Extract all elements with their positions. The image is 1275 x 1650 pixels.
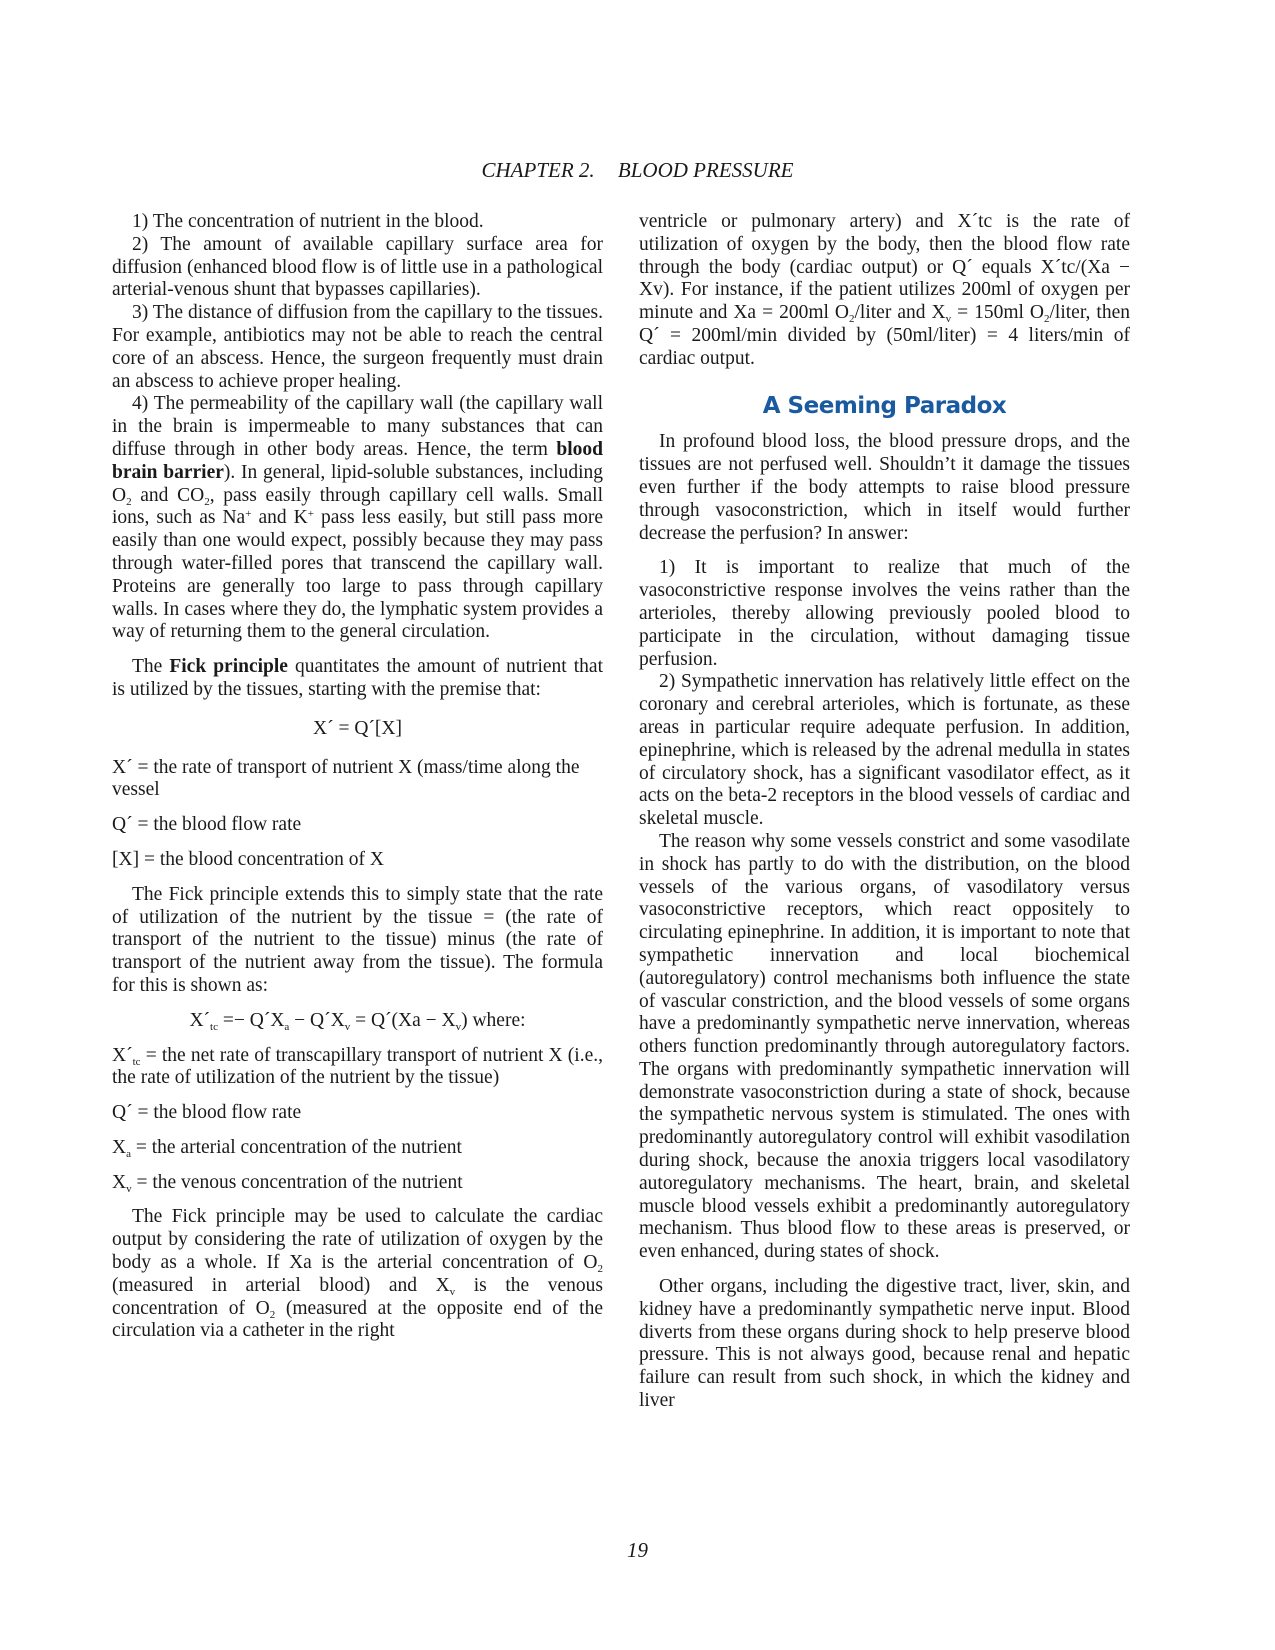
- paragraph: The Fick principle quantitates the amount of nutrient that is utilized by the tissues, starting with the premise that:: [112, 656, 603, 700]
- paragraph: 4) The permeability of the capillary wall (the capillary wall in the brain is impermeable to many substances that can diffuse through in other body areas. Hence, the term blood brain barrier). In general, lipid-soluble substances, including $O_2$ and $CO_2$, pass easily through capillary cell walls. Small ions, such as Na+ and K+ pass less easily, but still pass more easily than one would expect, possibly because they may pass through water-filled pores that transcend the capillary wall. Proteins are generally too large to pass through capillary walls. In cases where they do, the lymphatic system provides a way of returning them to the general circulation.: [112, 393, 604, 643]
- definition: X´ = the rate of transport of nutrient X (mass/time along the vessel: [112, 756, 580, 801]
- definition: $X_a$ = the arterial concentration of the nutrient: [112, 1136, 462, 1160]
- paragraph: The reason why some vessels constrict and some vasodilate in shock has partly to do with the distribution, on the blood vessels of the various organs, of vasodilatory versus vasoconstrictive receptors, which react oppositely to circulating epinephrine. In addition, it is important to note that sympathetic innervation and local biochemical (autoregulatory) control mechanisms both influence the state of vascular constriction, and the blood vessels of some organs have a predominantly sympathetic nerve innervation, whereas others function predominantly through autoregulatory factors. The organs with predominantly sympathetic innervation will demonstrate vasoconstriction during a state of shock, because the sympathetic nervous system is stimulated. The ones with predominantly autoregulatory control will exhibit vasodilation during shock, because the anoxia triggers local vasodilatory autoregulatory mechanisms. The heart, brain, and skeletal muscle blood vessels exhibit a predominantly autoregulatory mechanism. Thus blood flow to these areas is preserved, or even enhanced, during states of shock.: [639, 830, 1130, 1263]
- section-heading: A Seeming Paradox: [762, 392, 1007, 419]
- paragraph: 2) The amount of available capillary surface area for diffusion (enhanced blood flow is of little use in a pathological arterial-venous shunt that bypasses capillaries).: [112, 233, 603, 301]
- right-column: [639, 211, 1130, 1413]
- paragraph: 3) The distance of diffusion from the capillary to the tissues. For example, antibiotics may not be able to reach the central core of an abscess. Hence, the surgeon frequently must drain an abscess to achieve proper healing.: [112, 302, 603, 392]
- definition: [X] = the blood concentration of X: [112, 848, 385, 870]
- running-header: [0, 158, 1275, 183]
- paragraph: The Fick principle may be used to calculate the cardiac output by considering the rate of utilization of oxygen by the body as a whole. If Xa is the arterial concentration of $O_2$ (measured in arterial blood) and $X_v$ is the venous concentration of $O_2$ (measured at the opposite end of the circulation via a catheter in the right: [112, 1206, 604, 1342]
- paragraph: In profound blood loss, the blood pressure drops, and the tissues are not perfused well. Shouldn’t it damage the tissues even further if the body attempts to raise blood pressure through vasoconstriction, which in itself would further decrease the perfusion? In answer:: [639, 431, 1130, 544]
- chapter-label: CHAPTER 2.: [481, 158, 595, 182]
- paragraph: The Fick principle extends this to simply state that the rate of utilization of the nutrient by the tissue = (the rate of transport of the nutrient to the tissue) minus (the rate of transport of the nutrient away from the tissue). The formula for this is shown as:: [112, 883, 603, 996]
- paragraph: 2) Sympathetic innervation has relatively little effect on the coronary and cerebral arterioles, which is fortunate, as these areas in particular require adequate perfusion. In addition, epinephrine, which is released by the adrenal medulla in states of circulatory shock, has a significant vasodilator effect, as it acts on the beta-2 receptors in the blood vessels of cardiac and skeletal muscle.: [639, 671, 1130, 830]
- equation: $X´_{tc}$ =− $Q´X_a$ − $Q´X_v$ = Q´(Xa − $X_v$) where:: [189, 1009, 526, 1033]
- page-number: 19: [627, 1538, 648, 1562]
- bold-term: Fick principle: [169, 656, 288, 678]
- paragraph: 1) The concentration of nutrient in the blood.: [132, 211, 484, 232]
- definition: $X´_{tc}$ = the net rate of transcapillary transport of nutrient X (i.e., the rate of utilization of the nutrient by the tissue): [112, 1044, 603, 1089]
- bold-term: blood brain barrier: [112, 438, 603, 483]
- paragraph: 1) It is important to realize that much of the vasoconstrictive response involves the veins rather than the arterioles, thereby allowing previously pooled blood to participate in the circulation, without damaging tissue perfusion.: [639, 557, 1130, 670]
- chapter-title: BLOOD PRESSURE: [617, 158, 794, 182]
- definition: Q´ = the blood flow rate: [112, 814, 302, 836]
- definition: $X_v$ = the venous concentration of the nutrient: [112, 1171, 463, 1195]
- definition: Q´ = the blood flow rate: [112, 1102, 302, 1124]
- equation: X´ = Q´[X]: [313, 717, 402, 739]
- paragraph: ventricle or pulmonary artery) and X´tc is the rate of utilization of oxygen by the body, then the blood flow rate through the body (cardiac output) or Q´ equals X´tc/(Xa − Xv). For instance, if the patient utilizes 200ml of oxygen per minute and Xa = 200ml $O_2$/liter and $X_v = 150ml$ $O_2$/liter, then Q´ = 200ml/min divided by (50ml/liter) = 4 liters/min of cardiac output.: [639, 211, 1131, 369]
- left-column: [112, 211, 603, 1343]
- paragraph: Other organs, including the digestive tract, liver, skin, and kidney have a predominantly sympathetic nerve input. Blood diverts from these organs during shock to help preserve blood pressure. This is not always good, because renal and hepatic failure can result from such shock, in which the kidney and liver: [639, 1276, 1130, 1412]
